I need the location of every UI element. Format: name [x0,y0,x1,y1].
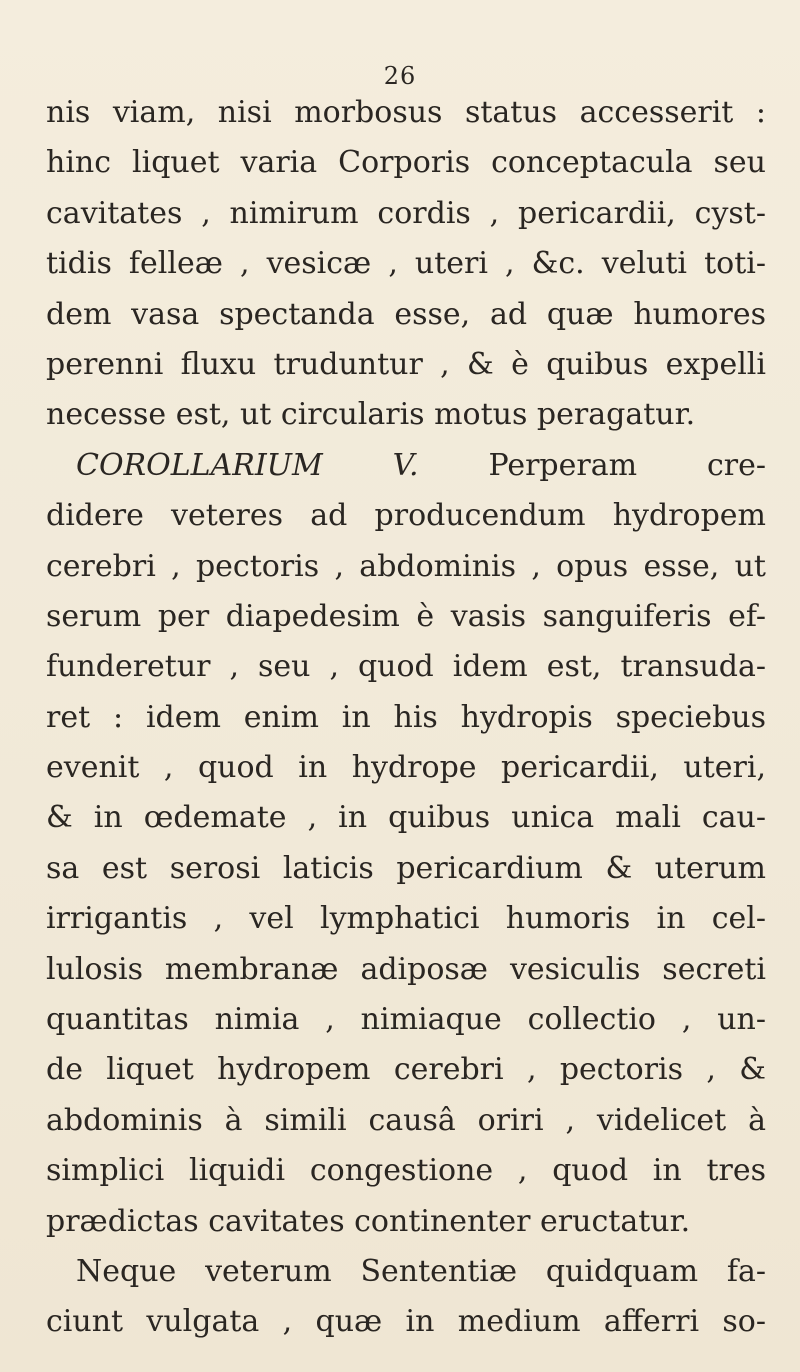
body-text [46,88,766,1348]
text-line-22: simplici liquidi congestione , quod in tres [46,1153,766,1189]
text-line-25: ciunt vulgata , quæ in medium afferri so- [46,1304,766,1340]
corollarium-line [46,441,766,491]
text-line-8: Perperam cre- [488,447,766,483]
text-line-9: didere veteres ad producendum hydropem [46,498,766,534]
text-line-23: prædictas cavitates continenter eructatur. [46,1203,691,1239]
text-line-6: perenni fluxu truduntur , & è quibus expelli [46,346,766,382]
text-line-1: nis viam, nisi morbosus status accesserit : [46,95,766,130]
text-line-20: de liquet hydropem cerebri , pectoris , & [46,1052,766,1088]
text-line-18: lulosis membranæ adiposæ vesiculis secreti [46,951,766,987]
text-line-16: sa est serosi laticis pericardium & uterum [46,850,766,886]
text-line-13: ret : idem enim in his hydropis speciebus [46,699,766,735]
text-line-5: dem vasa spectanda esse, ad quæ humores [46,296,766,332]
text-line-12: funderetur , seu , quod idem est, transuda- [46,649,766,685]
page-number: 26 [383,62,417,90]
corollarium-heading: COROLLARIUM V. [76,447,419,483]
text-line-19: quantitas nimia , nimiaque collectio , un- [46,1002,766,1038]
text-line-11: serum per diapedesim è vasis sanguiferis ef- [46,598,766,634]
text-line-10: cerebri , pectoris , abdominis , opus esse, ut [46,548,766,584]
text-line-17: irrigantis , vel lymphatici humoris in cel- [46,901,766,937]
text-line-4: tidis felleæ , vesicæ , uteri , &c. veluti toti- [46,246,766,282]
text-line-7: necesse est, ut circularis motus peragatur. [46,397,696,433]
text-line-14: evenit , quod in hydrope pericardii, uteri, [46,750,766,786]
text-line-24: Neque veterum Sententiæ quidquam fa- [76,1253,766,1289]
text-line-21: abdominis à simili causâ oriri , videlicet à [46,1102,766,1138]
text-line-15: & in œdemate , in quibus unica mali cau- [46,800,766,836]
text-line-2: hinc liquet varia Corporis conceptacula seu [46,145,766,181]
text-line-3: cavitates , nimirum cordis , pericardii, cyst- [46,195,766,231]
